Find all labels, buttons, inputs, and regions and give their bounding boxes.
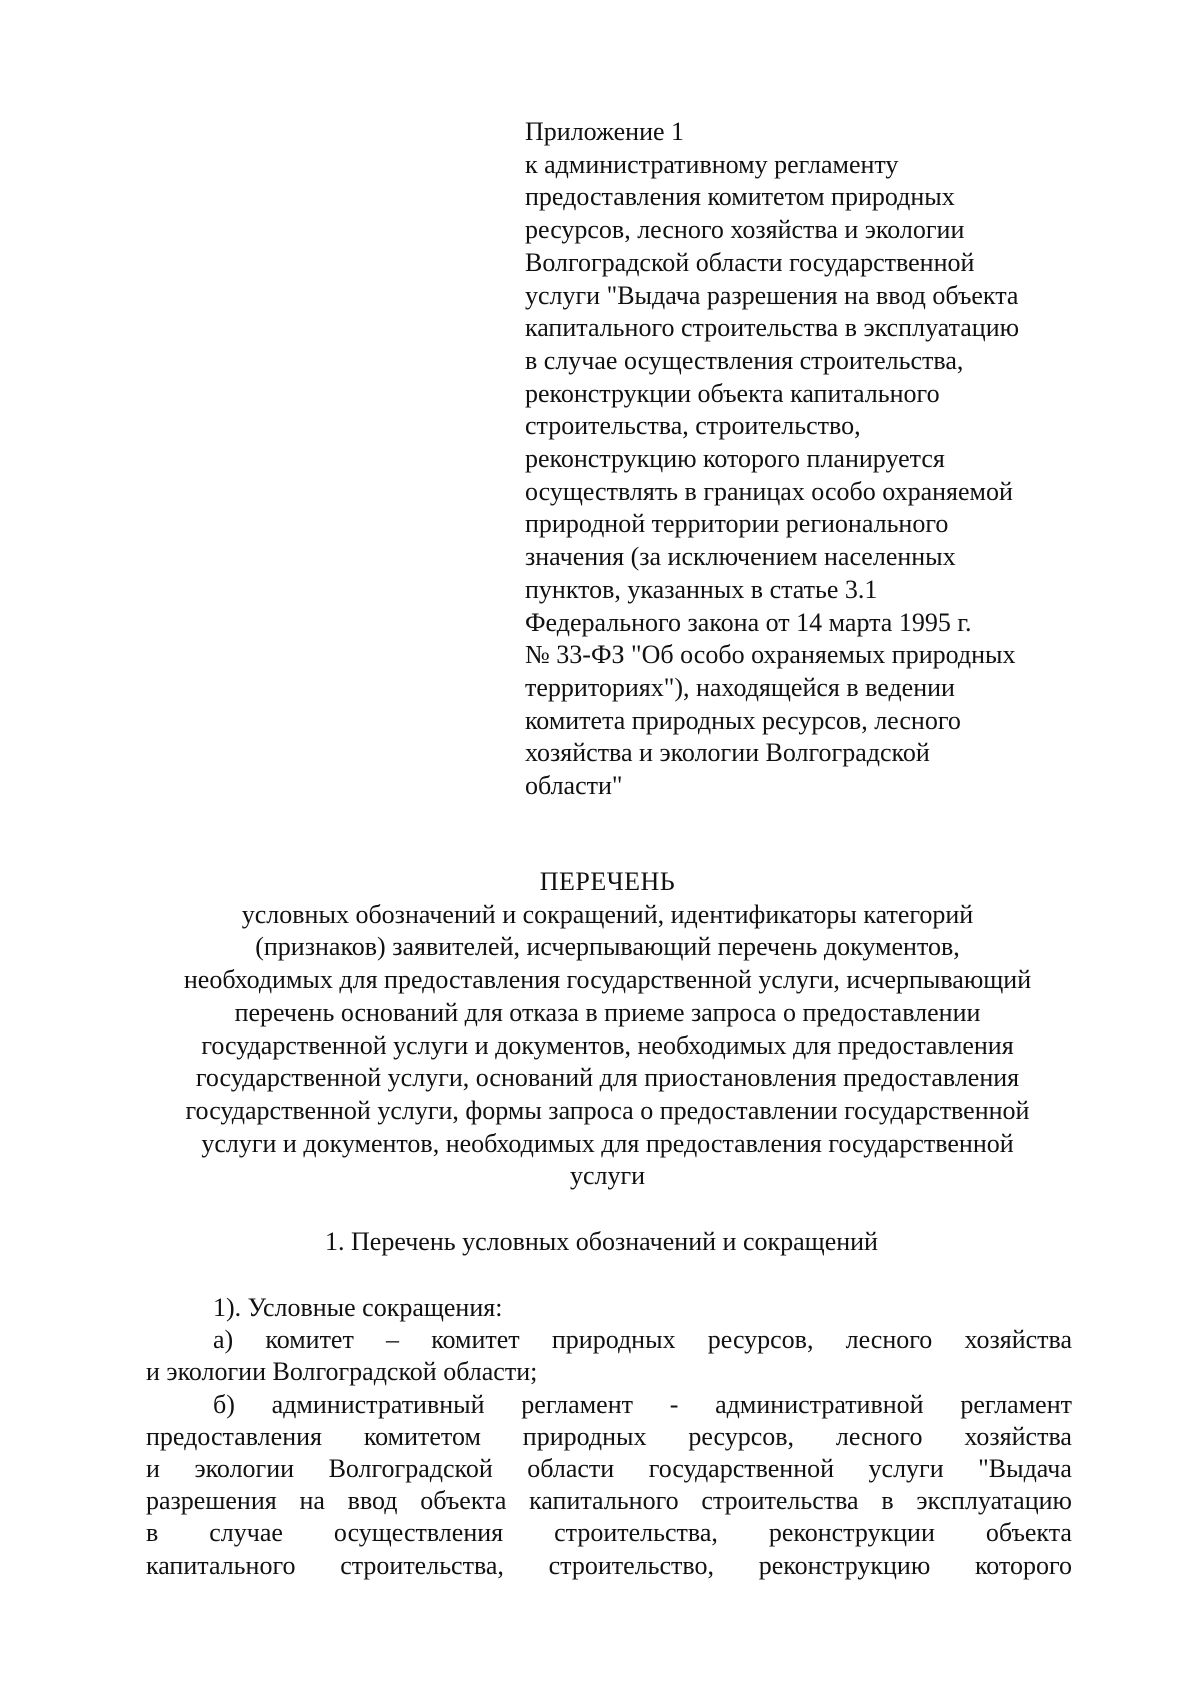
word: б) (213, 1389, 235, 1419)
item-b-line (146, 1389, 1072, 1421)
appendix-line: в случае осуществления строительства, (525, 345, 964, 375)
item-b-line (146, 1517, 1072, 1549)
word: хозяйства (964, 1325, 1072, 1355)
word: эксплуатацию (916, 1486, 1072, 1516)
word: "Выдача (978, 1454, 1072, 1484)
heading-line: условных обозначений и сокращений, идентификаторы категорий (241, 899, 974, 929)
word: комитет (265, 1325, 354, 1355)
word: комитет (431, 1325, 520, 1355)
subheading: 1). Условные сокращения: (213, 1293, 503, 1322)
word: строительства, (554, 1518, 718, 1548)
word: природных (551, 1325, 676, 1355)
word: строительство, (548, 1550, 715, 1580)
appendix-line: капитального строительства в эксплуатацию (525, 313, 1020, 343)
word: и (146, 1454, 160, 1484)
heading-line: (признаков) заявителей, исчерпывающий перечень документов, (255, 932, 960, 962)
word: строительства (701, 1486, 859, 1516)
document-heading (140, 866, 1075, 1193)
word: комитетом (363, 1421, 481, 1451)
appendix-line: реконструкцию которого планируется (525, 444, 945, 474)
word: природных (522, 1421, 647, 1451)
word: – (386, 1325, 400, 1355)
heading-line: государственной услуги и документов, необходимых для предоставления (201, 1030, 1014, 1060)
appendix-line: Волгоградской области государственной (525, 247, 975, 277)
appendix-line: Федерального закона от 14 марта 1995 г. (525, 607, 972, 637)
appendix-line: комитета природных ресурсов, лесного (525, 705, 961, 735)
body-text (146, 1292, 1072, 1582)
word: случае (209, 1518, 283, 1548)
heading-line: услуги (569, 1161, 646, 1191)
item-b-line (146, 1485, 1072, 1517)
appendix-line: хозяйства и экологии Волгоградской (525, 738, 930, 768)
word: а) (213, 1325, 234, 1355)
item-b-line (146, 1453, 1072, 1485)
word: ввод (347, 1486, 398, 1516)
appendix-line: Приложение 1 (525, 117, 685, 146)
item-b-line (146, 1550, 1072, 1582)
appendix-line: услуги "Выдача разрешения на ввод объекта (525, 280, 1019, 310)
appendix-line: значения (за исключением населенных (525, 542, 956, 572)
appendix-line: строительства, строительство, (525, 411, 861, 441)
heading-line: государственной услуги, формы запроса о предоставлении государственной (185, 1095, 1030, 1125)
word: на (299, 1486, 325, 1516)
heading-line: услуги и документов, необходимых для предоставления государственной (201, 1128, 1014, 1158)
word: лесного (835, 1421, 923, 1451)
appendix-line: № 33-ФЗ "Об особо охраняемых природных (525, 640, 1016, 670)
appendix-line: природной территории регионального (525, 509, 949, 539)
heading-line: необходимых для предоставления государственной услуги, исчерпывающий (183, 965, 1032, 995)
appendix-line: территориях"), находящейся в ведении (525, 672, 955, 702)
word: Волгоградской (328, 1454, 493, 1484)
appendix-line: ресурсов, лесного хозяйства и экологии (525, 215, 965, 245)
item-a-line (146, 1324, 1072, 1356)
word: ресурсов, (707, 1325, 814, 1355)
word: в (146, 1518, 159, 1548)
word: предоставления (146, 1421, 322, 1451)
word: строительства, (340, 1550, 504, 1580)
word: которого (974, 1550, 1072, 1580)
word: объекта (420, 1486, 507, 1516)
section-title: 1. Перечень условных обозначений и сокращений (325, 1227, 878, 1256)
appendix-line: пунктов, указанных в статье 3.1 (525, 574, 878, 604)
heading-line: государственной услуги, оснований для приостановления предоставления (195, 1063, 1020, 1093)
word: регламент (521, 1389, 633, 1419)
word: области (527, 1454, 615, 1484)
word: административный (271, 1389, 485, 1419)
word: административной (715, 1389, 924, 1419)
word: экологии (194, 1454, 295, 1484)
heading-title: ПЕРЕЧЕНЬ (539, 867, 676, 896)
heading-line: перечень оснований для отказа в приеме запроса о предоставлении (234, 997, 981, 1027)
word: услуги (868, 1454, 944, 1484)
word: капитального (529, 1486, 679, 1516)
word: лесного (845, 1325, 933, 1355)
appendix-line: предоставления комитетом природных (525, 182, 955, 212)
word: реконструкцию (758, 1550, 931, 1580)
word: ресурсов, (688, 1421, 795, 1451)
word: хозяйства (964, 1421, 1072, 1451)
appendix-line: области" (525, 771, 623, 801)
word: регламент (960, 1389, 1072, 1419)
word: объекта (985, 1518, 1072, 1548)
word: осуществления (333, 1518, 504, 1548)
appendix-line: реконструкции объекта капитального (525, 378, 940, 408)
word: - (669, 1389, 679, 1419)
word: капитального (146, 1550, 296, 1580)
item-a-line: и экологии Волгоградской области; (146, 1357, 538, 1387)
word: в (881, 1486, 894, 1516)
appendix-header (525, 116, 1085, 803)
word: реконструкции (768, 1518, 935, 1548)
appendix-line: осуществлять в границах особо охраняемой (525, 476, 1013, 506)
word: государственной (648, 1454, 835, 1484)
word: разрешения (146, 1486, 277, 1516)
item-b-line (146, 1421, 1072, 1453)
appendix-line: к административному регламенту (525, 149, 899, 179)
